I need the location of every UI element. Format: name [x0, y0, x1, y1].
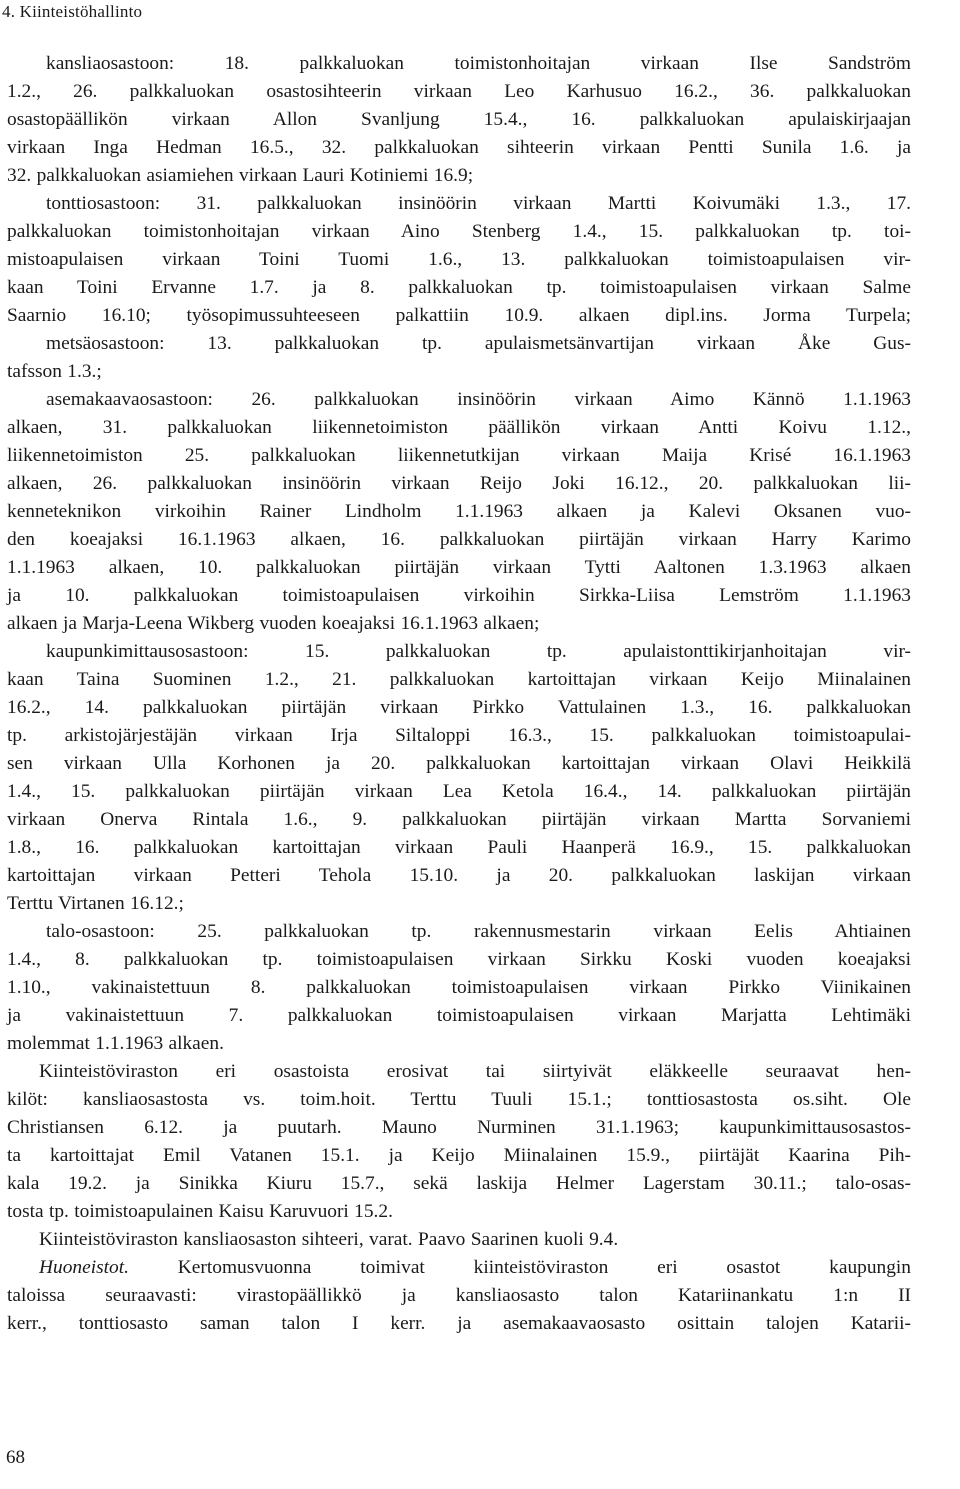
- text-line: tafsson 1.3.;: [7, 361, 102, 382]
- text-line: kansliaosastoon: 18. palkkaluokan toimistonhoitajan virkaan Ilse Sandström: [46, 53, 911, 74]
- document-body: [7, 50, 911, 1338]
- text-line-rest: Kertomusvuonna toimivat kiinteistöviraston eri osastot kaupungin: [128, 1257, 911, 1278]
- text-line: metsäosastoon: 13. palkkaluokan tp. apulaismetsänvartijan virkaan Åke Gus-: [46, 333, 911, 354]
- text-line: [7, 1254, 911, 1282]
- text-line: 1.8., 16. palkkaluokan kartoittajan virkaan Pauli Haanperä 16.9., 15. palkkaluokan: [7, 837, 911, 858]
- text-line: tp. arkistojärjestäjän virkaan Irja Siltaloppi 16.3., 15. palkkaluokan toimistoapulai-: [7, 725, 911, 746]
- text-line: sen virkaan Ulla Korhonen ja 20. palkkaluokan kartoittajan virkaan Olavi Heikkilä: [7, 753, 911, 774]
- text-line: kaan Taina Suominen 1.2., 21. palkkaluokan kartoittajan virkaan Keijo Miinalainen: [7, 669, 911, 690]
- text-line: 1.10., vakinaistettuun 8. palkkaluokan toimistoapulaisen virkaan Pirkko Viinikainen: [7, 977, 911, 998]
- text-line: ta kartoittajat Emil Vatanen 15.1. ja Keijo Miinalainen 15.9., piirtäjät Kaarina Pih-: [7, 1145, 911, 1166]
- text-line: den koeajaksi 16.1.1963 alkaen, 16. palkkaluokan piirtäjän virkaan Harry Karimo: [7, 529, 911, 550]
- text-line: mistoapulaisen virkaan Toini Tuomi 1.6., 13. palkkaluokan toimistoapulaisen vir-: [7, 249, 911, 270]
- text-line: ja vakinaistettuun 7. palkkaluokan toimistoapulaisen virkaan Marjatta Lehtimäki: [7, 1005, 911, 1026]
- text-line: kilöt: kansliaosastosta vs. toim.hoit. Terttu Tuuli 15.1.; tonttiosastosta os.siht. Ole: [7, 1089, 911, 1110]
- text-line: kala 19.2. ja Sinikka Kiuru 15.7., sekä laskija Helmer Lagerstam 30.11.; talo-osas-: [7, 1173, 911, 1194]
- text-line: virkaan Onerva Rintala 1.6., 9. palkkaluokan piirtäjän virkaan Martta Sorvaniemi: [7, 809, 911, 830]
- text-line: virkaan Inga Hedman 16.5., 32. palkkaluokan sihteerin virkaan Pentti Sunila 1.6. ja: [7, 137, 911, 158]
- text-line: 32. palkkaluokan asiamiehen virkaan Lauri Kotiniemi 16.9;: [7, 165, 474, 186]
- text-line: liikennetoimiston 25. palkkaluokan liikennetutkijan virkaan Maija Krisé 16.1.1963: [7, 445, 911, 466]
- text-line: kaupunkimittausosastoon: 15. palkkaluokan tp. apulaistonttikirjanhoitajan vir-: [46, 641, 911, 662]
- text-line: Kiinteistöviraston eri osastoista erosivat tai siirtyivät eläkkeelle seuraavat hen-: [39, 1061, 911, 1082]
- section-heading-italic: Huoneistot.: [39, 1257, 129, 1278]
- text-line: 1.2., 26. palkkaluokan osastosihteerin virkaan Leo Karhusuo 16.2., 36. palkkaluokan: [7, 81, 911, 102]
- text-line: molemmat 1.1.1963 alkaen.: [7, 1033, 224, 1054]
- text-line: Terttu Virtanen 16.12.;: [7, 893, 184, 914]
- text-line: 1.4., 8. palkkaluokan tp. toimistoapulaisen virkaan Sirkku Koski vuoden koeajaksi: [7, 949, 911, 970]
- text-line: tonttiosastoon: 31. palkkaluokan insinöörin virkaan Martti Koivumäki 1.3., 17.: [46, 193, 911, 214]
- text-line: Kiinteistöviraston kansliaosaston sihteeri, varat. Paavo Saarinen kuoli 9.4.: [39, 1229, 619, 1250]
- text-line: alkaen ja Marja-Leena Wikberg vuoden koeajaksi 16.1.1963 alkaen;: [7, 613, 540, 634]
- text-line: alkaen, 26. palkkaluokan insinöörin virkaan Reijo Joki 16.12., 20. palkkaluokan lii-: [7, 473, 911, 494]
- text-line: palkkaluokan toimistonhoitajan virkaan Aino Stenberg 1.4., 15. palkkaluokan tp. toi-: [7, 221, 911, 242]
- running-header: 4. Kiinteistöhallinto: [2, 2, 143, 21]
- text-line: 16.2., 14. palkkaluokan piirtäjän virkaan Pirkko Vattulainen 1.3., 16. palkkaluokan: [7, 697, 911, 718]
- text-line: kartoittajan virkaan Petteri Tehola 15.10. ja 20. palkkaluokan laskijan virkaan: [7, 865, 911, 886]
- text-line: 1.1.1963 alkaen, 10. palkkaluokan piirtäjän virkaan Tytti Aaltonen 1.3.1963 alkaen: [7, 557, 911, 578]
- page-number: 68: [6, 1447, 25, 1468]
- text-line: kenneteknikon virkoihin Rainer Lindholm 1.1.1963 alkaen ja Kalevi Oksanen vuo-: [7, 501, 911, 522]
- text-line: Christiansen 6.12. ja puutarh. Mauno Nurminen 31.1.1963; kaupunkimittausosastos-: [7, 1117, 911, 1138]
- text-line: alkaen, 31. palkkaluokan liikennetoimiston päällikön virkaan Antti Koivu 1.12.,: [7, 417, 911, 438]
- text-line: taloissa seuraavasti: virastopäällikkö ja kansliaosasto talon Katariinankatu 1:n II: [7, 1285, 911, 1306]
- text-line: 1.4., 15. palkkaluokan piirtäjän virkaan Lea Ketola 16.4., 14. palkkaluokan piirtäjän: [7, 781, 911, 802]
- text-line: ja 10. palkkaluokan toimistoapulaisen virkoihin Sirkka-Liisa Lemström 1.1.1963: [7, 585, 911, 606]
- text-line: tosta tp. toimistoapulainen Kaisu Karuvuori 15.2.: [7, 1201, 393, 1222]
- text-line: asemakaavaosastoon: 26. palkkaluokan insinöörin virkaan Aimo Kännö 1.1.1963: [46, 389, 911, 410]
- text-line: kaan Toini Ervanne 1.7. ja 8. palkkaluokan tp. toimistoapulaisen virkaan Salme: [7, 277, 911, 298]
- text-line: kerr., tonttiosasto saman talon I kerr. ja asemakaavaosasto osittain talojen Katarii-: [7, 1313, 911, 1334]
- text-line: Saarnio 16.10; työsopimussuhteeseen palkattiin 10.9. alkaen dipl.ins. Jorma Turpela;: [7, 305, 911, 326]
- text-line: osastopäällikön virkaan Allon Svanljung 15.4., 16. palkkaluokan apulaiskirjaajan: [7, 109, 911, 130]
- text-line: talo-osastoon: 25. palkkaluokan tp. rakennusmestarin virkaan Eelis Ahtiainen: [46, 921, 911, 942]
